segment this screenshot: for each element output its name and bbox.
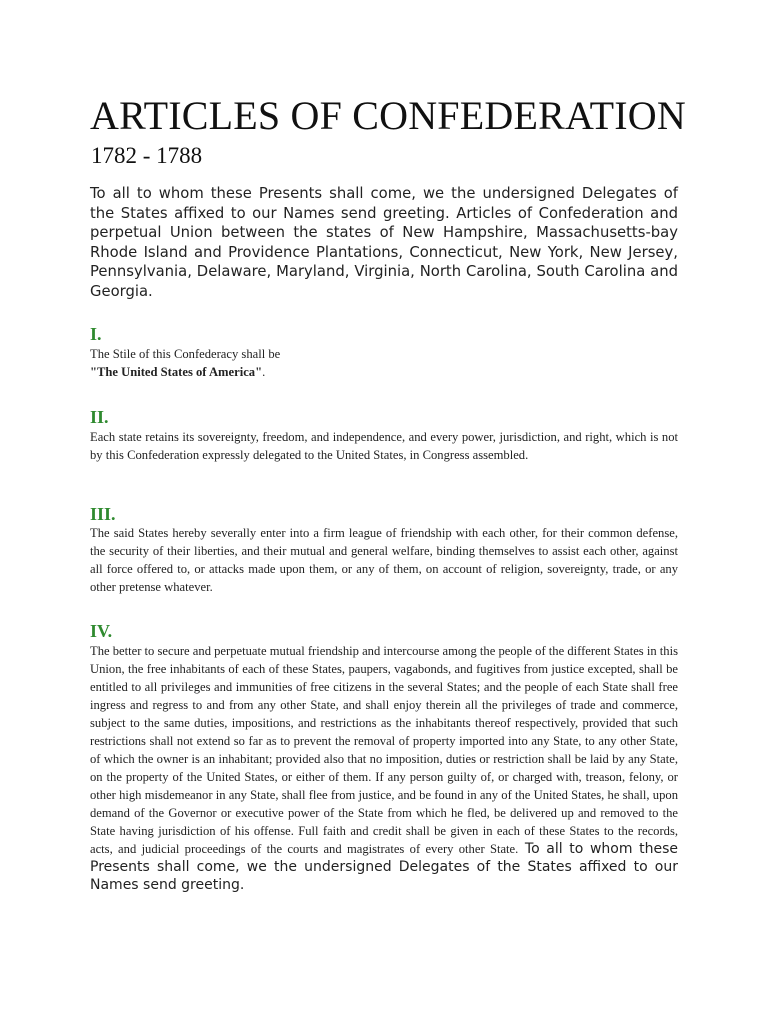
article-text-1-body: The Stile of this Confederacy shall be [90, 347, 281, 361]
intro-paragraph: To all to whom these Presents shall come, we the undersigned Delegates of the States affixed to our Names send greeting. Articles of Confederation and perpetual Union between the states of New Hampshire, Massachusetts-bay Rhode Island and Providence Plantations, Connecticut, New York, New Jersey, Pennsylvania, Delaware, Maryland, Virginia, North Carolina, South Carolina and Georgia. [90, 185, 678, 300]
article-text-3: The said States hereby severally enter into a firm league of friendship with each other, for their common defense, the security of their liberties, and their mutual and general welfare, binding themselves to assist each other, against all force offered to, or attacks made upon them, or any of them, on account of religion, sovereignty, trade, or any other pretense whatever. [90, 526, 678, 594]
article-heading-1: I. [90, 324, 102, 344]
article-text-4-body: The better to secure and perpetuate mutual friendship and intercourse among the people of the different States in this Union, the free inhabitants of each of these States, paupers, vagabonds, and fugitives from justice excepted, shall be entitled to all privileges and immunities of free citizens in the several States; and the people of each State shall free ingress and regress to and from any other State, and shall enjoy therein all the privileges of trade and commerce, subject to the same duties, impositions, and restrictions as the inhabitants thereof respectively, provided that such restrictions shall not extend so far as to prevent the removal of property imported into any State, to any other State, of which the owner is an inhabitant; provided also that no imposition, duties or restriction shall be laid by any State, on the property of the United States, or either of them. If any person guilty of, or charged with, treason, felony, or other high misdemeanor in any State, shall flee from justice, and be found in any of the United States, he shall, upon demand of the Governor or executive power of the State from which he fled, be delivered up and removed to the State having jurisdiction of his offense. Full faith and credit shall be given in each of these States to the records, acts, and judicial proceedings of the courts and magistrates of every other State. [90, 644, 678, 856]
article-text-2: Each state retains its sovereignty, freedom, and independence, and every power, jurisdiction, and right, which is not by this Confederation expressly delegated to the United States, in Congress assembled. [90, 430, 678, 462]
document-years: 1782 - 1788 [91, 143, 203, 168]
article-text-1 [90, 345, 678, 381]
article-text-1-trailing: . [262, 365, 266, 379]
article-text-4-tail: To all to whom these Presents shall come, we the undersigned Delegates of the States affixed to our Names send greeting. [90, 841, 678, 893]
article-text-4 [90, 642, 678, 894]
article-text-1-emphasis: "The United States of America" [90, 365, 263, 379]
article-heading-3: III. [90, 504, 116, 524]
article-heading-2: II. [90, 407, 109, 427]
article-heading-4: IV. [90, 621, 113, 641]
document-title: ARTICLES OF CONFEDERATION [90, 93, 686, 138]
